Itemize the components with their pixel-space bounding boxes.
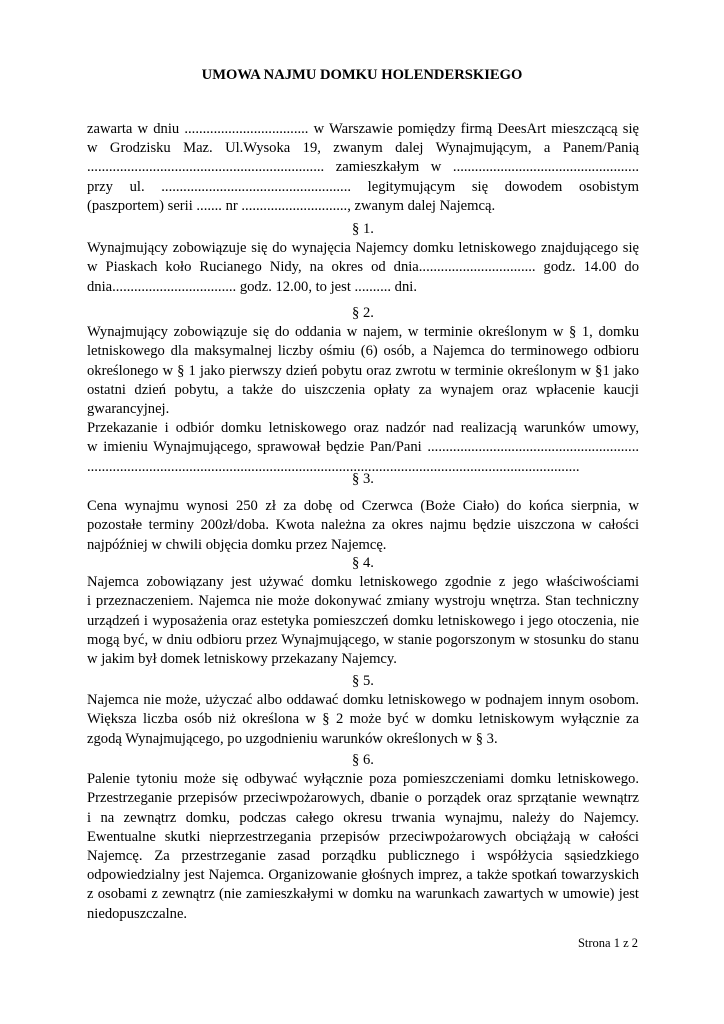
intro-line: ................................................................. zamieszkałym w ...................................................	[87, 159, 639, 176]
intro-line: (paszportem) serii ....... nr ............................., zwanym dalej Najemcą.	[87, 197, 496, 214]
intro-line: zawarta w dniu .................................. w Warszawie pomiędzy firmą DeesArt mieszczącą się	[87, 121, 639, 137]
intro-paragraph	[87, 120, 639, 216]
page-number: Strona 1 z 2	[577, 936, 638, 950]
section-line: w jakim był domek letniskowy przekazany Najemcy.	[87, 651, 397, 668]
section-3	[87, 470, 639, 555]
section-line: w Piaskach koło Rucianego Nidy, na okres od dnia................................ godz. 14.00 do	[87, 259, 639, 276]
section-line: i przeznaczeniem. Najemca nie może dokonywać zmiany wystroju wnętrza. Stan techniczny	[87, 593, 639, 610]
section-line: Najemcę. Za przestrzeganie zasad porządku publicznego i współżycia sąsiedzkiego	[87, 848, 639, 865]
section-heading: § 1.	[352, 221, 374, 237]
section-line: najpóźniej w chwili objęcia domku przez Najemcę.	[87, 536, 387, 553]
section-line: ostatni dzień pobytu, a także do uiszczenia opłaty za wynajem oraz wpłacenie kaucji	[87, 381, 639, 398]
section-line: dnia.................................. godz. 12.00, to jest .......... dni.	[87, 278, 417, 295]
section-line: Palenie tytoniu może się odbywać wyłącznie poza pomieszczeniami domku letniskowego.	[87, 771, 639, 788]
section-line: odpowiedzialny jest Najemca. Organizowanie głośnych imprez, a także spotkań towarzyskich	[87, 867, 639, 884]
section-line: niedopuszczalne.	[87, 905, 188, 922]
intro-line: w Grodzisku Maz. Ul.Wysoka 19, zwanym dalej Wynajmującym, a Panem/Panią	[87, 140, 639, 157]
section-line: urządzeń i wyposażenia oraz estetyka pomieszczeń domku letniskowego i jego otoczenia, nie	[87, 612, 639, 629]
section-line: Przekazanie i odbiór domku letniskowego oraz nadzór nad realizacją warunków umowy,	[87, 420, 639, 437]
section-4	[87, 554, 639, 669]
section-heading: § 6.	[352, 752, 374, 768]
section-line: Większa liczba osób niż określona w § 2 może być w domku letniskowym wyłącznie za	[87, 711, 639, 728]
section-2	[87, 304, 639, 477]
section-line: określonego w § 1 jako pierwszy dzień pobytu oraz zwrotu w terminie określonym w §1 jako	[87, 362, 639, 379]
section-heading: § 4.	[352, 555, 374, 571]
section-heading: § 5.	[352, 673, 374, 689]
section-line: zgodą Wynajmującego, po uzgodnieniu warunków określonych w § 3.	[87, 730, 498, 747]
section-line: z osobami z zewnątrz (nie zamieszkałymi w domku na warunkach zawartych w umowie) jest	[87, 886, 639, 903]
document-title: UMOWA NAJMU DOMKU HOLENDERSKIEGO	[201, 67, 523, 83]
section-line: .......................................................................................................................................	[87, 458, 580, 475]
section-6	[87, 751, 639, 924]
section-line: Wynajmujący zobowiązuje się do wynajęcia Najemcy domku letniskowego znajdującego się	[87, 240, 639, 257]
section-line: mogą być, w dniu odbioru przez Wynajmującego, w stanie pogorszonym w stosunku do stanu	[87, 631, 639, 648]
section-line: i na zewnątrz domku, podczas całego okresu trwania wynajmu, należy do Najemcy.	[87, 809, 639, 826]
section-heading: § 3.	[352, 471, 374, 487]
section-line: Wynajmujący zobowiązuje się do oddania w najem, w terminie określonym w § 1, domku	[87, 324, 639, 341]
section-heading: § 2.	[352, 305, 374, 321]
section-1	[87, 220, 639, 297]
section-line: w imieniu Wynajmującego, sprawował będzie Pan/Pani ..........................................................	[87, 439, 639, 456]
section-line: Przestrzeganie przepisów przeciwpożarowych, dbanie o porządek oraz sprzątanie wewnątrz	[87, 790, 639, 807]
intro-line: przy ul. .................................................... legitymującym się dowodem osobistym	[87, 178, 639, 195]
section-line: Najemca nie może, użyczać albo oddawać domku letniskowego w podnajem innym osobom.	[87, 692, 639, 709]
section-line: gwarancyjnej.	[87, 401, 170, 418]
section-5	[87, 672, 639, 749]
section-line: Cena wynajmu wynosi 250 zł za dobę od Czerwca (Boże Ciało) do końca sierpnia, w	[87, 498, 639, 515]
section-line: Ewentualne skutki nieprzestrzegania przepisów przeciwpożarowych obciążają w całości	[87, 828, 639, 845]
section-line: pozostałe terminy 200zł/doba. Kwota należna za okres najmu będzie uiszczona w całości	[87, 517, 639, 534]
section-line: Najemca zobowiązany jest używać domku letniskowego zgodnie z jego właściwościami	[87, 574, 639, 591]
section-line: letniskowego dla maksymalnej liczby ośmiu (6) osób, a Najemca do terminowego odbioru	[87, 343, 639, 360]
